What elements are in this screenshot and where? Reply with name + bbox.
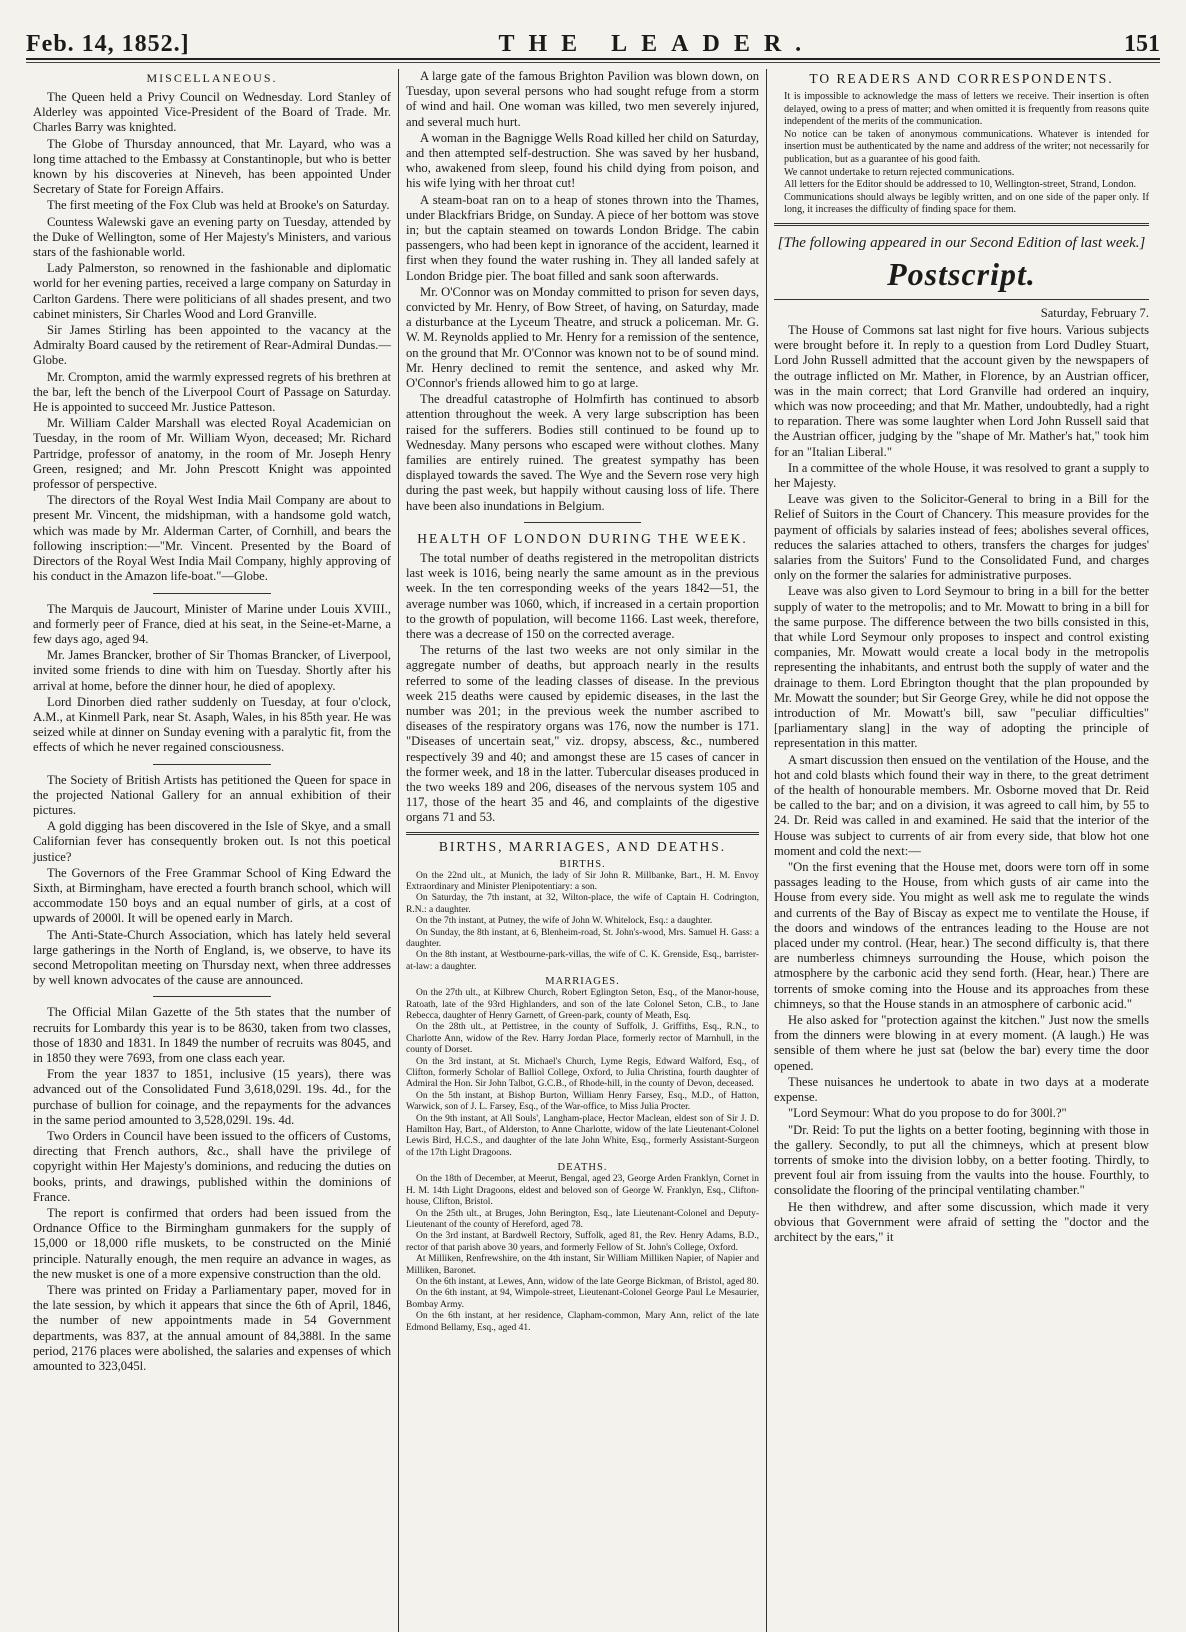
editorial-note: Communications should always be legibly written, and on one side of the paper only. If long, it increases the difficulty of finding space for them. [784, 191, 1149, 216]
article-paragraph: Mr. James Brancker, brother of Sir Thomas Brancker, of Liverpool, invited some friends to dine with him on Tuesday. Shortly after his arrival at home, before the dinner hour, he died of apoplexy. [33, 648, 391, 693]
notice-item: On the 28th ult., at Pettistree, in the county of Suffolk, J. Griffiths, Esq., R.N., to Charlotte Ann, widow of the Rev. Harry Jordan Place, formerly rector of Marnhull, in the county of Dorset. [406, 1022, 759, 1056]
notice-item: On the 5th instant, at Bishop Burton, William Henry Farsey, Esq., M.D., of Hatton, Warwick, son of J. L. Farsey, Esq., of the War-office, to Miss Julia Procter. [406, 1090, 759, 1113]
article-paragraph: The total number of deaths registered in the metropolitan districts last week is 1016, being nearly the same amount as in the previous week. In the ten corresponding weeks of the years 1842—51, the average number was 1060, which, if increased in a certain proportion to the growth of population, will become 1166. Last week, therefore, there was a decrease of 150 on the corrected average. [406, 550, 759, 641]
article-paragraph: Mr. O'Connor was on Monday committed to prison for seven days, convicted by Mr. Henry, of Bow Street, of having, on Saturday, made a disturbance at the Lyceum Theatre, and struck a policeman. Mr. G. W. M. Reynolds applied to Mr. Henry for a remission of the sentence, on the ground that Mr. O'Connor was known not to be of sound mind. Mr. Henry declined to remit the sentence, and asked why Mr. O'Connor's friends allowed him to go at large. [406, 284, 759, 391]
article-paragraph: The House of Commons sat last night for five hours. Various subjects were brought before it. In reply to a question from Lord Dudley Stuart, Lord John Russell admitted that the account given by the newspapers of the outrage inflicted on Mr. Mather, in Florence, by an Austrian officer, was in the main correct; that Lord Granville had ordered an inquiry, which was now proceeding; and that Mr. Mather, undoubtedly, had a right to reparation. There was some laughter when Lord John Russell said that the Austrian officer, judging by the "shape of Mr. Mather's hat," took him for an "Italian Liberal." [774, 322, 1149, 459]
notice-item: On Sunday, the 8th instant, at 6, Blenheim-road, St. John's-wood, Mrs. Samuel H. Gass: a daughter. [406, 927, 759, 949]
article-paragraph: A steam-boat ran on to a heap of stones thrown into the Thames, under Blackfriars Bridge, on Sunday. A piece of her bottom was stove in; but the captain steamed on towards London Bridge. The cabin passengers, who had been kept in ignorance of the accident, learned it first when they found the water rushing in. They all landed safely at London Bridge pier. The boat filled and sank soon afterwards. [406, 192, 759, 283]
notice-item: On the 22nd ult., at Munich, the lady of Sir John R. Millbanke, Bart., H. M. Envoy Extraordinary and Minister Plenipotentiary: a son. [406, 870, 759, 892]
section-divider [774, 299, 1149, 300]
article-paragraph: The Globe of Thursday announced, that Mr. Layard, who was a long time attached to the Embassy at Constantinople, but who is better known by his discoveries at Nineveh, has been appointed Under Secretary of State for Foreign Affairs. [33, 136, 391, 197]
notice-item: On the 9th instant, at All Souls', Langham-place, Hector Maclean, eldest son of Sir J. D. Hamilton Hay, Bart., of Alderston, to Anne Charlotte, widow of the late Lieutenant-Colonel Lewis Bird, H.C.S., and daughter of the late John White, Esq., formerly Assistant-Surgeon of the 17th Light Dragoons. [406, 1113, 759, 1158]
editorial-note: It is impossible to acknowledge the mass of letters we receive. Their insertion is often delayed, owing to a press of matter; and when omitted it is frequently from reasons quite independent of the merits of the communication. [784, 91, 1149, 128]
masthead [26, 20, 1160, 60]
notice-item: At Milliken, Renfrewshire, on the 4th instant, Sir William Milliken Napier, of Napier and Milliken, Baronet. [406, 1254, 759, 1276]
section-rule [774, 223, 1149, 226]
article-paragraph: Lady Palmerston, so renowned in the fashionable and diplomatic world for her evening parties, received a large company on Saturday in Carlton Gardens. There were politicians of all shades present, and two cabinet ministers, Sir Charles Wood and Lord Granville. [33, 261, 391, 321]
article-paragraph: Countess Walewski gave an evening party on Tuesday, attended by the Duke of Wellington, some of Her Majesty's Ministers, and various stars of the fashionable world. [33, 214, 391, 260]
notice-item: On the 8th instant, at Westbourne-park-villas, the wife of C. K. Grenside, Esq., barrister-at-law: a daughter. [406, 950, 759, 972]
section-divider [524, 522, 640, 523]
notice-item: On the 3rd instant, at Bardwell Rectory, Suffolk, aged 81, the Rev. Henry Adams, B.D., rector of that parish above 30 years, and formerly Fellow of St. John's College, Oxford. [406, 1231, 759, 1253]
article-paragraph: Leave was given to the Solicitor-General to bring in a Bill for the Relief of Suitors in the Court of Chancery. This measure provides for the payment of officials by salaries instead of fees; abolishes several offices, reduces the salaries attached to others, transfers the charges for judges' salaries from the Suitors' Fund to the Consolidated Fund, and charges only on the former the salaries for administrative purposes. [774, 492, 1149, 583]
notice-item: On the 7th instant, at Putney, the wife of John W. Whitelock, Esq.: a daughter. [416, 916, 713, 927]
article-paragraph: Mr. Crompton, amid the warmly expressed regrets of his brethren at the bar, left the bench of the Liverpool Court of Passage on Saturday. He is appointed to succeed Mr. Justice Patteson. [33, 369, 391, 415]
section-divider [153, 764, 271, 765]
article-paragraph: The report is confirmed that orders had been issued from the Ordnance Office to the Birmingham gunmakers for the supply of 15,000 or 18,000 rifle muskets, to be constructed on the Minié principle. Naturally enough, the men require an advance in wages, as the new musket is one of a more expensive construction than the old. [33, 1206, 391, 1281]
column-news [398, 69, 766, 1632]
section-title-bmd: BIRTHS, MARRIAGES, AND DEATHS. [438, 838, 727, 854]
section-title-health: HEALTH OF LONDON DURING THE WEEK. [417, 530, 748, 546]
postscript-heading: Postscript. [887, 255, 1036, 292]
subsection-title-births: BIRTHS. [559, 858, 606, 870]
article-paragraph: "Lord Seymour: What do you propose to do for 300l.?" [788, 1106, 1067, 1121]
article-paragraph: He then withdrew, and after some discussion, which made it very obvious that Government were afraid of setting the "doctor and the architect by the ears," it [774, 1199, 1149, 1244]
article-paragraph: These nuisances he undertook to abate in two days at a moderate expense. [774, 1074, 1149, 1105]
article-paragraph: He also asked for "protection against the kitchen." Just now the smells from the dinners were blowing in at every moment. (A laugh.) He was sensible of them where he just sat (below the bar) every time the door opened. [774, 1013, 1149, 1073]
notice-item: On the 6th instant, at 94, Wimpole-street, Lieutenant-Colonel George Paul Le Mesaurier, Bombay Army. [406, 1288, 759, 1310]
article-paragraph: "On the first evening that the House met, doors were torn off in some passages leading to the House, from which gusts of air came into the House from every side. You might as well ask me to regulate the winds and currents of the Bay of Biscay as expect me to ventilate the House, if the doors and windows of the entrances leading to the House are not placed under my control. (Hear, hear.) The second difficulty is, that there are numberless chimneys surrounding the House, which poison the atmosphere by the carbonic acid they send forth. (Hear, hear.) There are torrents of smoke coming into the House and its approaches from these chimneys, so that the House stands in an atmosphere of carbonic acid." [774, 860, 1149, 1011]
article-paragraph: The Marquis de Jaucourt, Minister of Marine under Louis XVIII., and formerly peer of France, died at his seat, in the Seine-et-Marne, a few days ago, aged 94. [33, 601, 391, 646]
notice-item: On the 3rd instant, at St. Michael's Church, Lyme Regis, Edward Walford, Esq., of Clifton, formerly Scholar of Balliol College, Oxford, to Julia Christina, fourth daughter of Admiral the Hon. Sir John Talbot, G.C.B., of Rhode-hill, in the county of Devon, deceased. [406, 1056, 759, 1090]
article-paragraph: The Official Milan Gazette of the 5th states that the number of recruits for Lombardy this year is to be 8630, taken from two classes, those of 1830 and 1831. In 1849 the number of recruits was 8045, and in 1850 they were 7693, from one class each year. [33, 1005, 391, 1065]
notice-item: On the 6th instant, at Lewes, Ann, widow of the late George Bickman, of Bristol, aged 80. [416, 1276, 759, 1287]
notice-item: On the 27th ult., at Kilbrew Church, Robert Eglington Seton, Esq., of the Manor-house, Ratoath, late of the 93rd Highlanders, and son of the late Colonel Seton, C.B., to Jane Rebecca, daughter of Henry Garnett, of Green-park, county of Meath, Esq. [406, 988, 759, 1022]
article-paragraph: The Governors of the Free Grammar School of King Edward the Sixth, at Birmingham, have erected a fourth branch school, which will accommodate 150 boys and an equal number of girls, at a cost of upwards of 2000l. It will be opened early in March. [33, 865, 391, 926]
article-paragraph: A woman in the Bagnigge Wells Road killed her child on Saturday, and then attempted self-destruction. She was saved by her husband, who, awakened from sleep, found his child dying from poison, and his wife lying with her throat cut! [406, 130, 759, 191]
article-paragraph: Mr. William Calder Marshall was elected Royal Academician on Tuesday, in the room of Mr. William Wyon, deceased; Mr. Richard Partridge, professor of anatomy, in the room of Mr. Joseph Henry Green, resigned; and Mr. John Prescott Knight was appointed professor of perspective. [33, 416, 391, 492]
article-paragraph: A gold digging has been discovered in the Isle of Skye, and a small Californian fever has consequently broken out. Is not this poetical justice? [33, 819, 391, 864]
editorial-note: No notice can be taken of anonymous communications. Whatever is intended for insertion must be authenticated by the name and address of the writer; not necessarily for publication, but as a guarantee of his good faith. [784, 128, 1149, 165]
section-divider [153, 593, 271, 594]
editorial-note: We cannot undertake to return rejected communications. [784, 166, 1015, 178]
article-paragraph: From the year 1837 to 1851, inclusive (15 years), there was advanced out of the Consolidated Fund 3,618,029l. 19s. 4d., for the purchase of bullion for coinage, and the repayments for the advances in the same period amounted to 3,528,029l. 19s. 4d. [33, 1067, 391, 1127]
section-divider [153, 996, 271, 997]
notice-item: On the 18th of December, at Meerut, Bengal, aged 23, George Arden Franklyn, Cornet in H. M. 14th Light Dragoons, eldest and beloved son of George W. Franklyn, Esq., Clifton-house, Clifton, Bristol. [406, 1174, 759, 1208]
article-paragraph: The returns of the last two weeks are not only similar in the aggregate number of deaths, but approach nearly in the results referred to some of the leading classes of disease. In the previous week 215 deaths were caused by epidemic diseases, in the last the number was 201; in the previous week the number ascribed to diseases of the respiratory organs was 176, now the number is 171. "Diseases of uncertain seat," viz. dropsy, abscess, &c., numbered respectively 39 and 40; and amongst these are 15 cases of cancer in the former week, and 18 in the latter. Tubercular diseases produced in the two weeks 189 and 206, diseases of the nervous system 105 and 117, those of the heart 35 and 46, and complaints of the digestive organs 71 and 53. [406, 643, 759, 825]
notice-item: On the 6th instant, at her residence, Clapham-common, Mary Ann, relict of the late Edmond Bellamy, Esq., aged 41. [406, 1311, 759, 1333]
page-number: 151 [1123, 31, 1160, 57]
article-paragraph: The first meeting of the Fox Club was held at Brooke's on Saturday. [47, 198, 390, 213]
article-paragraph: A large gate of the famous Brighton Pavilion was blown down, on Tuesday, upon several persons who had sought refuge from a storm of wind and hail. One woman was killed, two men severely injured, and several much hurt. [406, 69, 759, 129]
section-rule [406, 832, 759, 835]
masthead-rule [26, 62, 1160, 63]
article-paragraph: The Queen held a Privy Council on Wednesday. Lord Stanley of Alderley was appointed Vice-President of the Board of Trade. Mr. Charles Barry was knighted. [33, 90, 391, 135]
article-paragraph: Sir James Stirling has been appointed to the vacancy at the Admiralty Board caused by the retirement of Rear-Admiral Dundas.—Globe. [33, 323, 391, 368]
article-paragraph: The directors of the Royal West India Mail Company are about to present Mr. Vincent, the midshipman, with a handsome gold watch, which was made by Mr. Alderman Carter, of Cornhill, and bears the following inscription:—"Mr. Vincent. Presented by the Board of Directors of the Royal West India Mail Company, highly approving of his conduct in the Amazon life-boat."—Globe. [33, 493, 391, 584]
article-paragraph: The dreadful catastrophe of Holmfirth has continued to absorb attention throughout the week. A very large subscription has been raised for the sufferers. Bodies still continued to be found up to Wednesday. Many persons who escaped were without clothes. Many families are entirely ruined. The greatest sympathy has been displayed towards the saved. The Wye and the Severn rose very high during the past week, but happily without causing loss of life. There have been also inundations in Belgium. [406, 392, 759, 513]
issue-date: Feb. 14, 1852.] [26, 31, 190, 57]
subsection-title-marriages: MARRIAGES. [545, 976, 620, 988]
article-paragraph: The Society of British Artists has petitioned the Queen for space in the projected National Gallery for an annual exhibition of their pictures. [33, 772, 391, 817]
columns [26, 69, 1160, 1632]
column-postscript [766, 69, 1156, 1632]
article-paragraph: In a committee of the whole House, it was resolved to grant a supply to her Majesty. [774, 460, 1149, 490]
article-paragraph: The Anti-State-Church Association, which has lately held several large gatherings in the North of England, is, we observe, to have its second Metropolitan meeting on Thursday next, when three addresses by well known advocates of the cause are announced. [33, 927, 391, 988]
article-paragraph: "Dr. Reid: To put the lights on a better footing, beginning with those in the gallery. Secondly, to put all the chimneys, which at present blow torrents of smoke into the division lobby, on a better footing. Thirdly, to prevent foul air from issuing from the vaults into the house. Fourthly, to consolidate the flooring of the principal ventilating chamber." [774, 1122, 1149, 1198]
article-paragraph: Leave was also given to Lord Seymour to bring in a bill for the better supply of water to the metropolis; and to Mr. Mowatt to bring in a bill for the same purpose. The difference between the two bills consisted in this, that while Lord Seymour only proposes to inspect and control existing companies, Mr. Mowatt would create a local body in the metropolis representing the inhabitants, and entrust both the supply of water and the drainage to them. Lord Ebrington thought that the plan propounded by Mr. Mowatt the sounder; but Sir George Grey, while he did not oppose the introduction of Mr. Mowatt's bill, saw "peculiar difficulties" [parliamentary slang] in the way of adopting the principle of representation in this matter. [774, 584, 1149, 751]
second-edition-note: [The following appeared in our Second Edition of last week.] [777, 234, 1146, 251]
newspaper-title: THE LEADER. [498, 31, 816, 57]
section-title-miscellaneous: MISCELLANEOUS. [146, 71, 278, 85]
notice-item: On Saturday, the 7th instant, at 32, Wilton-place, the wife of Captain H. Codrington, R.N.: a daughter. [406, 893, 759, 915]
editorial-note: All letters for the Editor should be addressed to 10, Wellington-street, Strand, London. [784, 179, 1137, 191]
article-paragraph: Two Orders in Council have been issued to the officers of Customs, directing that French authors, &c., shall have the privilege of copyright within Her Majesty's dominions, and reducing the duties on books, prints, and drawings, published within the dominions of France. [33, 1129, 391, 1204]
article-paragraph: Lord Dinorben died rather suddenly on Tuesday, at four o'clock, A.M., at Kinmell Park, near St. Asaph, Wales, in his 85th year. He was seized while at dinner on Sunday evening with a paralytic fit, from the effects of which he never regained consciousness. [33, 694, 391, 755]
subsection-title-deaths: DEATHS. [557, 1162, 608, 1174]
dateline: Saturday, February 7. [1040, 305, 1149, 320]
notice-item: On the 25th ult., at Bruges, John Berington, Esq., late Lieutenant-Colonel and Deputy-Lieutenant of the county of Hereford, aged 78. [406, 1208, 759, 1230]
column-miscellaneous [26, 69, 398, 1632]
section-title-correspondents: TO READERS AND CORRESPONDENTS. [809, 71, 1114, 86]
article-paragraph: A smart discussion then ensued on the ventilation of the House, and the hot and cold blasts which found their way in there, to the great detriment of the health of honourable members. Mr. Osborne moved that Dr. Reid be called to the bar; and on a division, it was agreed to call him, by 55 to 24. Dr. Reid was called in and examined. He said that the interior of the House was subject to currents of air from every side, that blow hot one moment and cold the next:— [774, 752, 1149, 858]
article-paragraph: There was printed on Friday a Parliamentary paper, moved for in the late session, by which it appears that since the 6th of April, 1846, the number of new appointments made in 54 Government departments, was 837, at the annual amount of 84,388l. In the same period, 2176 places were abolished, the salaries and expenses of which amounted to 323,045l. [33, 1283, 391, 1374]
